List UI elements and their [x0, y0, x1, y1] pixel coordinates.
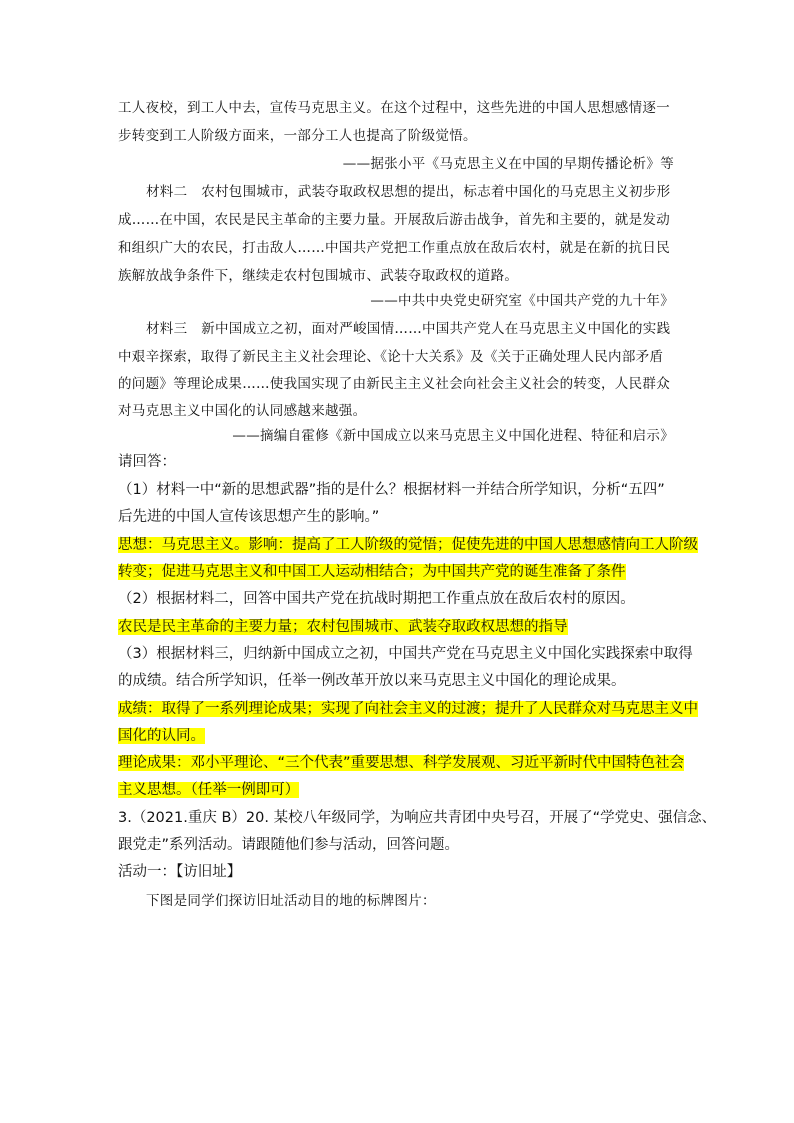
material3-line2: 中艰辛探索，取得了新民主主义社会理论、《论十大关系》及《关于正确处理人民内部矛盾: [118, 349, 664, 365]
q1-line2: 后先进的中国人宣传该思想产生的影响。”: [118, 509, 380, 525]
q3-answer-line2: [118, 724, 205, 745]
material2-line4: 族解放战争条件下，继续走农村包围城市、武装夺取政权的道路。: [118, 268, 519, 284]
material2-line2: 成……在中国，农民是民主革命的主要力量。开展敌后游击战争，首先和主要的，就是发动: [118, 212, 670, 228]
material2-source: ——中共中央党史研究室《中国共产党的九十年》: [370, 293, 674, 309]
q1-answer-line2: [118, 560, 626, 581]
material3-source: ——摘编自霍修《新中国成立以来马克思主义中国化进程、特征和启示》: [232, 428, 674, 444]
highlighted-answer: 国化的认同。: [118, 728, 205, 744]
highlighted-answer: 转变；促进马克思主义和中国工人运动相结合；为中国共产党的诞生准备了条件: [118, 564, 626, 580]
question3-line1: 3.（2021.重庆 B）20. 某校八年级同学，为响应共青团中央号召，开展了“学党史、强信念、: [118, 810, 717, 826]
material3-line1: 材料三 新中国成立之初，面对严峻国情……中国共产党人在马克思主义中国化的实践: [146, 321, 671, 337]
material1-line2: 步转变到工人阶级方面来，一部分工人也提高了阶级觉悟。: [118, 128, 477, 144]
material3-line3: 的问题》等理论成果……使我国实现了由新民主主义社会向社会主义社会的转变，人民群众: [118, 376, 670, 392]
q3-answer-line4: [118, 778, 299, 799]
highlighted-answer: 成绩：取得了一系列理论成果；实现了向社会主义的过渡；提升了人民群众对马克思主义中: [118, 701, 698, 717]
material2-line1: 材料二 农村包围城市，武装夺取政权思想的提出，标志着中国化的马克思主义初步形: [146, 184, 671, 200]
material1-source: ——据张小平《马克思主义在中国的早期传播论析》等: [342, 156, 674, 172]
q3-answer-line3: [118, 751, 684, 772]
answer-prompt: 请回答：: [118, 454, 176, 470]
q2-line1: （2）根据材料二，回答中国共产党在抗战时期把工作重点放在敌后农村的原因。: [118, 591, 635, 607]
q3-answer-line1: [118, 697, 698, 718]
activity1-intro: 下图是同学们探访旧址活动目的地的标牌图片：: [146, 893, 436, 909]
activity1-heading: 活动一：【访旧址】: [118, 864, 242, 880]
highlighted-answer: 农民是民主革命的主要力量；农村包围城市、武装夺取政权思想的指导: [118, 619, 568, 635]
material3-line4: 对马克思主义中国化的认同感越来越强。: [118, 403, 367, 419]
q1-answer-line1: [118, 533, 698, 554]
q2-answer-line1: [118, 615, 568, 636]
highlighted-answer: 思想：马克思主义。影响：提高了工人阶级的觉悟；促使先进的中国人思想感情向工人阶级: [118, 537, 698, 553]
q1-line1: （1）材料一中“新的思想武器”指的是什么？根据材料一并结合所学知识，分析“五四”: [118, 482, 665, 498]
highlighted-answer: 主义思想。（任举一例即可）: [118, 782, 300, 798]
question3-line2: 跟党走”系列活动。请跟随他们参与活动，回答问题。: [118, 837, 460, 853]
material1-line1: 工人夜校，到工人中去，宣传马克思主义。在这个过程中，这些先进的中国人思想感情逐一: [118, 100, 670, 116]
highlighted-answer: 理论成果：邓小平理论、“三个代表”重要思想、科学发展观、习近平新时代中国特色社会: [118, 755, 685, 771]
q3-line1: （3）根据材料三，归纳新中国成立之初，中国共产党在马克思主义中国化实践探索中取得: [118, 646, 693, 662]
material2-line3: 和组织广大的农民，打击敌人……中国共产党把工作重点放在敌后农村，就是在新的抗日民: [118, 240, 670, 256]
q3-line2: 的成绩。结合所学知识，任举一例改革开放以来马克思主义中国化的理论成果。: [118, 673, 626, 689]
